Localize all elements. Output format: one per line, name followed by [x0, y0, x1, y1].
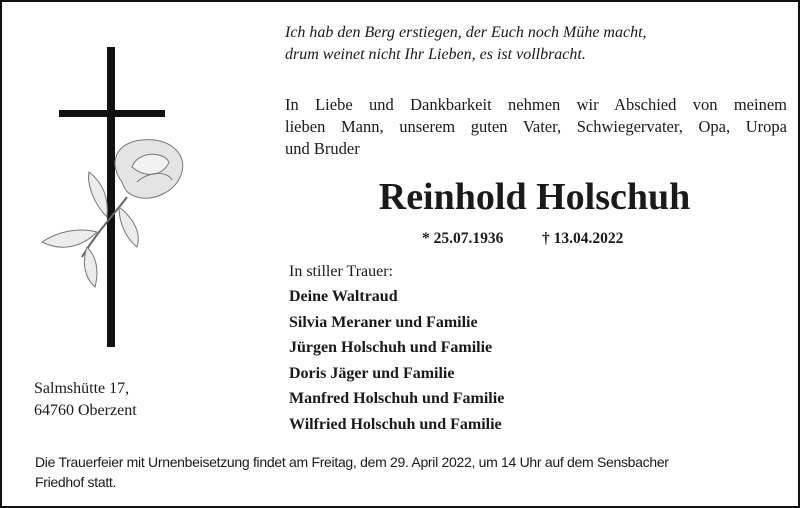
mourners-heading: In stiller Trauer:	[289, 263, 393, 280]
intro-line: lieben Mann, unserem guten Vater, Schwiegervater, Opa, Uropa	[285, 117, 787, 136]
death-date: † 13.04.2022	[542, 230, 624, 247]
mourner: Deine Waltraud	[289, 288, 398, 305]
verse-line: drum weinet nicht Ihr Lieben, es ist vollbracht.	[285, 46, 586, 63]
funeral-notice: Die Trauerfeier mit Urnenbeisetzung findet am Freitag, dem 29. April 2022, um 14 Uhr auf dem Sensbacher	[35, 454, 669, 470]
cross-with-rose-icon	[37, 42, 187, 352]
birth-date: * 25.07.1936	[422, 230, 504, 247]
deceased-name: Reinhold Holschuh	[378, 176, 691, 218]
verse-line: Ich hab den Berg erstiegen, der Euch noch Mühe macht,	[285, 24, 647, 41]
intro-line: und Bruder	[285, 139, 360, 158]
address-line: 64760 Oberzent	[34, 402, 137, 419]
mourner: Wilfried Holschuh und Familie	[289, 416, 502, 433]
mourner: Jürgen Holschuh und Familie	[289, 339, 493, 356]
funeral-notice: Friedhof statt.	[35, 474, 117, 490]
address-line: Salmshütte 17,	[34, 380, 130, 397]
mourner: Manfred Holschuh und Familie	[289, 390, 505, 407]
mourner: Silvia Meraner und Familie	[289, 314, 478, 331]
intro-line: In Liebe und Dankbarkeit nehmen wir Abschied von meinem	[285, 95, 787, 114]
mourner: Doris Jäger und Familie	[289, 365, 455, 382]
